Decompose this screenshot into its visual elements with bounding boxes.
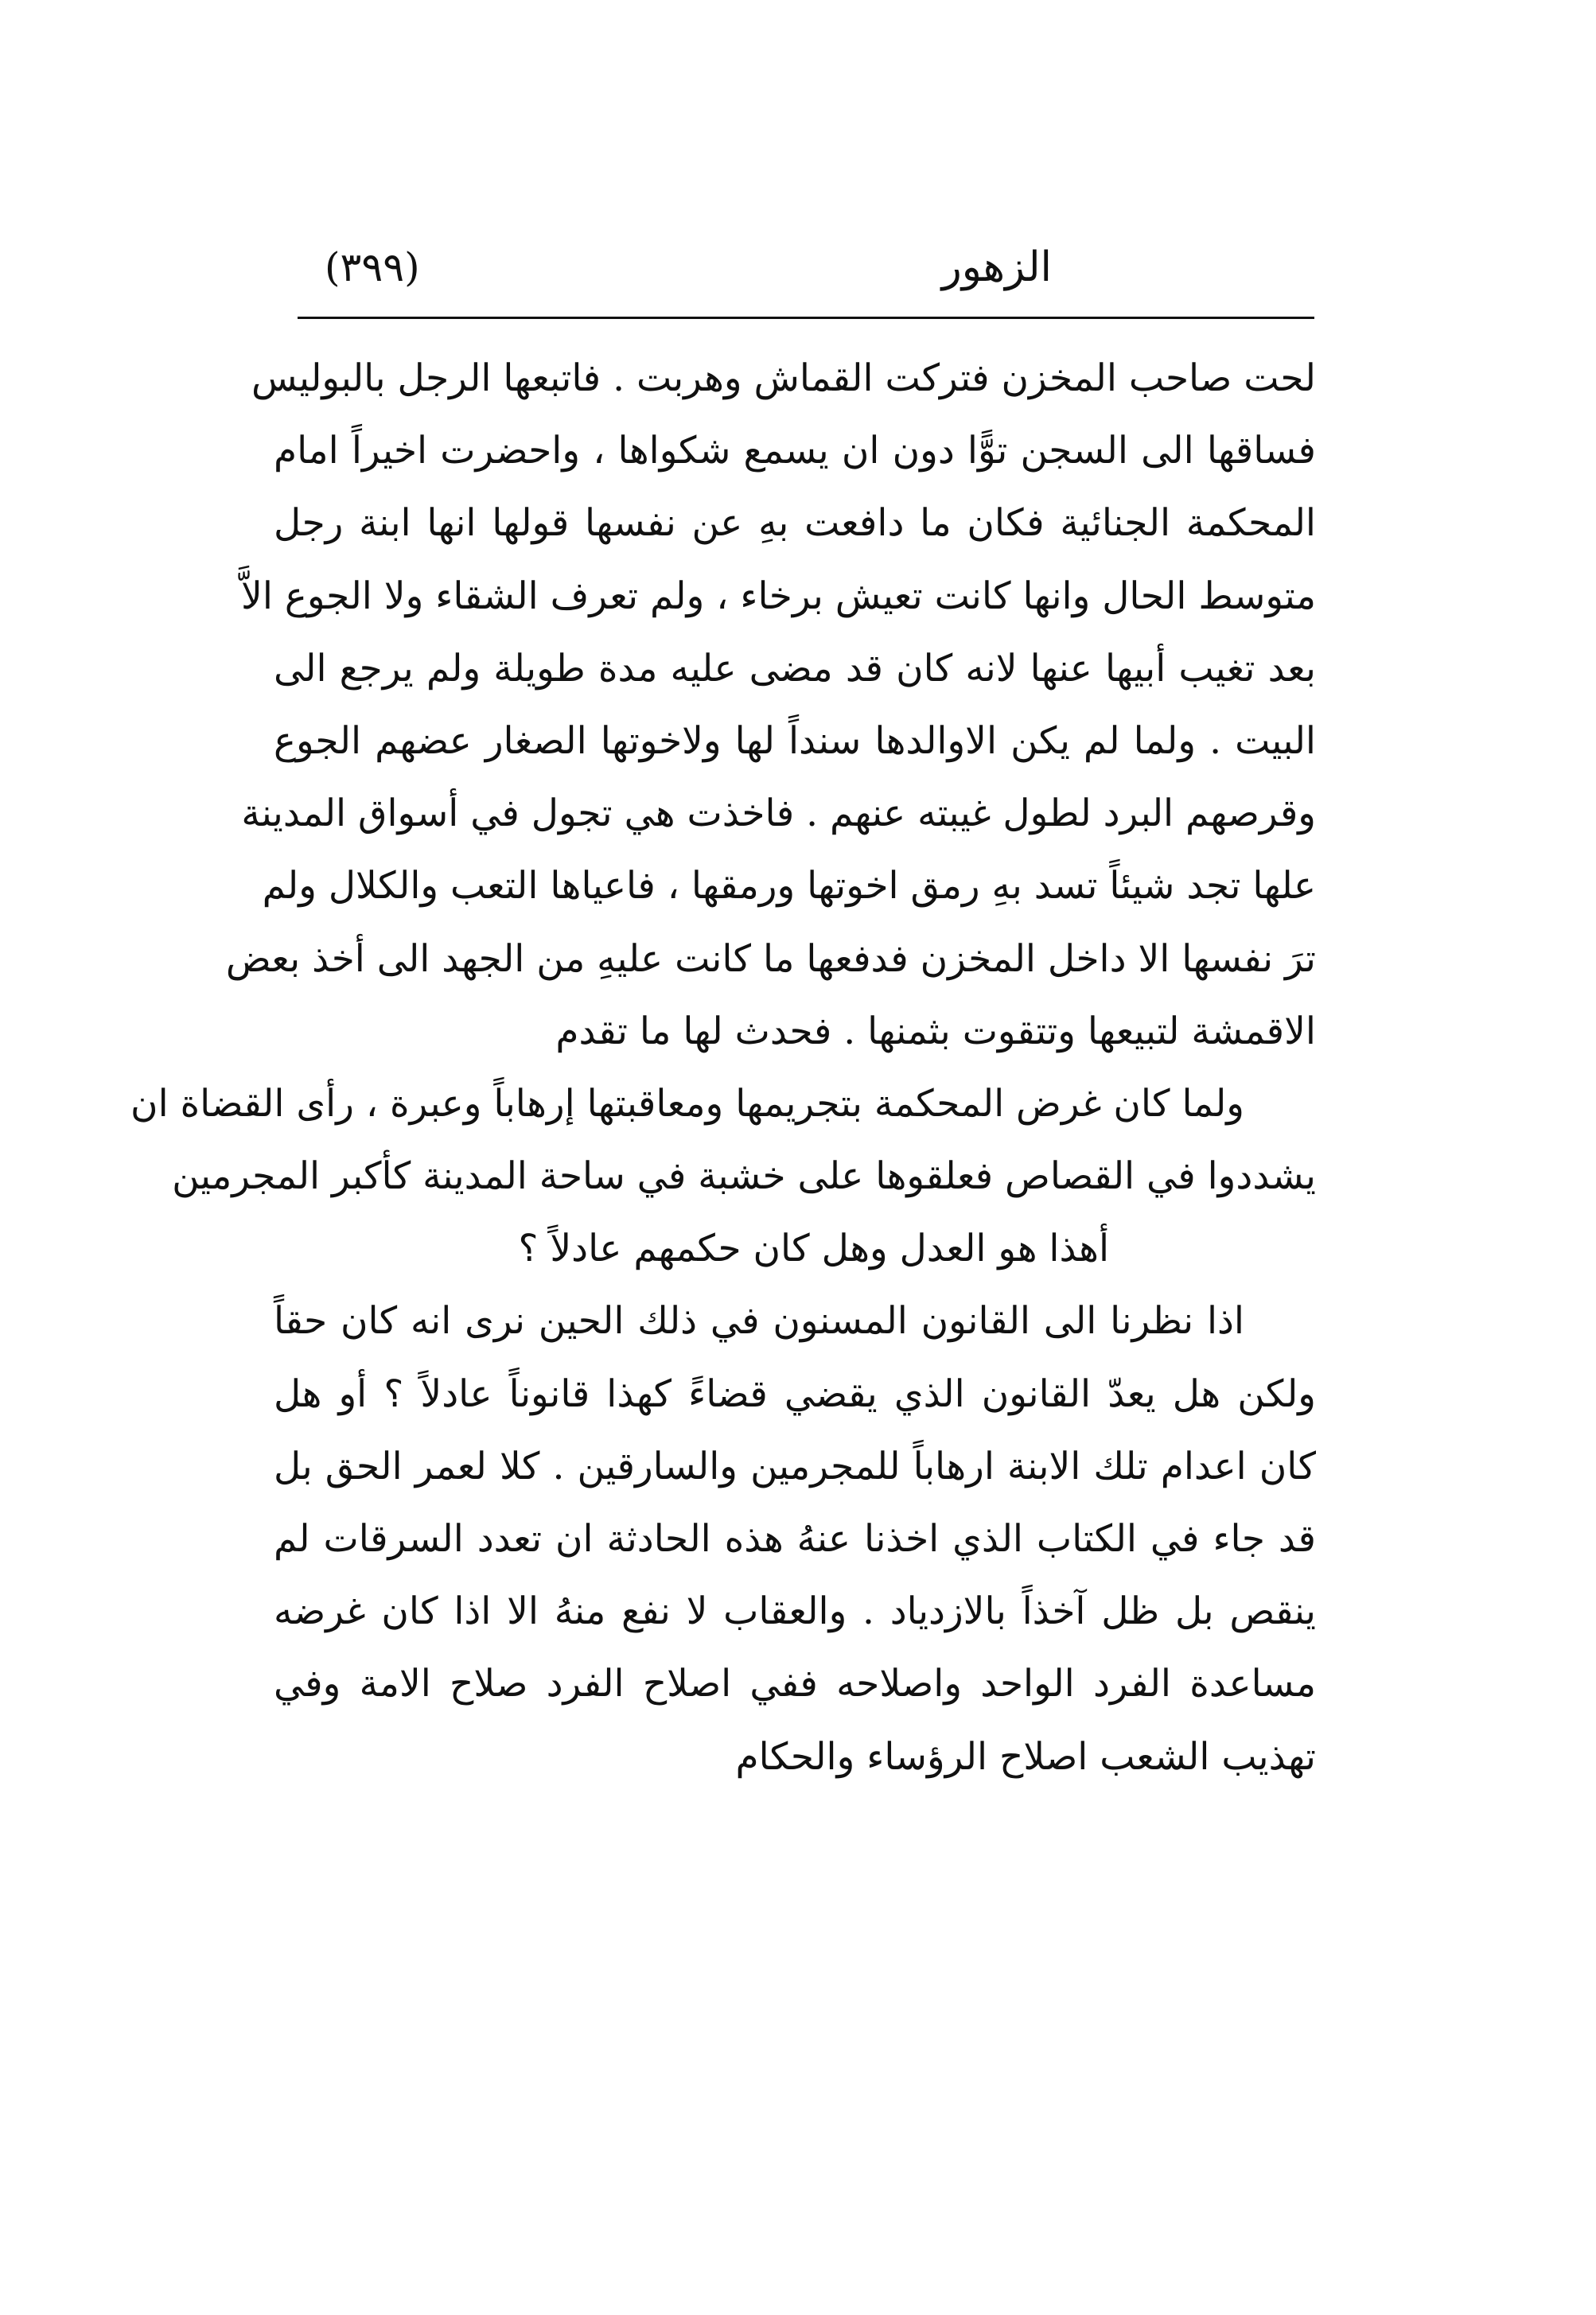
text-line: تهذيب الشعب اصلاح الرؤساء والحكام (735, 1734, 1316, 1779)
header-rule (298, 317, 1314, 319)
header-title: الزهور (941, 243, 1052, 291)
text-line: فساقها الى السجن توًّا دون ان يسمع شكواها ، واحضرت اخيراً امام (274, 429, 1316, 473)
text-line: بعد تغيب أبيها عنها لانه كان قد مضى عليه مدة طويلة ولم يرجع الى (274, 646, 1316, 691)
text-line: يشددوا في القصاص فعلقوها على خشبة في ساحة المدينة كأكبر المجرمين (172, 1154, 1316, 1199)
body-text (130, 342, 1316, 1793)
text-line: مساعدة الفرد الواحد واصلاحه ففي اصلاح الفرد صلاح الامة وفي (274, 1662, 1316, 1706)
page-number: (٣٩٩) (325, 244, 420, 290)
text-line: قد جاء في الكتاب الذي اخذنا عنهُ هذه الحادثة ان تعدد السرقات لم (274, 1517, 1316, 1561)
text-line: أهذا هو العدل وهل كان حكمهم عادلاً ؟ (518, 1227, 1109, 1271)
text-line: ترَ نفسها الا داخل المخزن فدفعها ما كانت عليهِ من الجهد الى أخذ بعض (225, 936, 1316, 981)
text-line: كان اعدام تلك الابنة ارهاباً للمجرمين والسارقين . كلا لعمر الحق بل (274, 1444, 1316, 1488)
text-line: ينقص بل ظل آخذاً بالازدياد . والعقاب لا نفع منهُ الا اذا كان غرضه (274, 1589, 1316, 1634)
text-line: ولكن هل يعدّ القانون الذي يقضي قضاءً كهذا قانوناً عادلاً ؟ أو هل (274, 1371, 1316, 1416)
text-line: لحت صاحب المخزن فتركت القماش وهربت . فاتبعها الرجل بالبوليس (251, 356, 1316, 400)
text-line: الاقمشة لتبيعها وتتقوت بثمنها . فحدث لها ما تقدم (555, 1009, 1316, 1053)
text-line: البيت . ولما لم يكن الاوالدها سنداً لها ولاخوتها الصغار عضهم الجوع (274, 718, 1316, 763)
text-line: اذا نظرنا الى القانون المسنون في ذلك الحين نرى انه كان حقاً (274, 1299, 1244, 1344)
running-header (296, 232, 1314, 312)
text-line: علها تجد شيئاً تسد بهِ رمق اخوتها ورمقها ، فاعياها التعب والكلال ولم (262, 864, 1316, 908)
text-line: المحكمة الجنائية فكان ما دافعت بهِ عن نفسها قولها انها ابنة رجل (274, 501, 1316, 546)
text-line: متوسط الحال وانها كانت تعيش برخاء ، ولم تعرف الشقاء ولا الجوع الاَّ (241, 574, 1316, 618)
text-line: وقرصهم البرد لطول غيبته عنهم . فاخذت هي تجول في أسواق المدينة (241, 792, 1316, 836)
text-line: ولما كان غرض المحكمة بتجريمها ومعاقبتها إرهاباً وعبرة ، رأى القضاة ان (130, 1081, 1244, 1126)
